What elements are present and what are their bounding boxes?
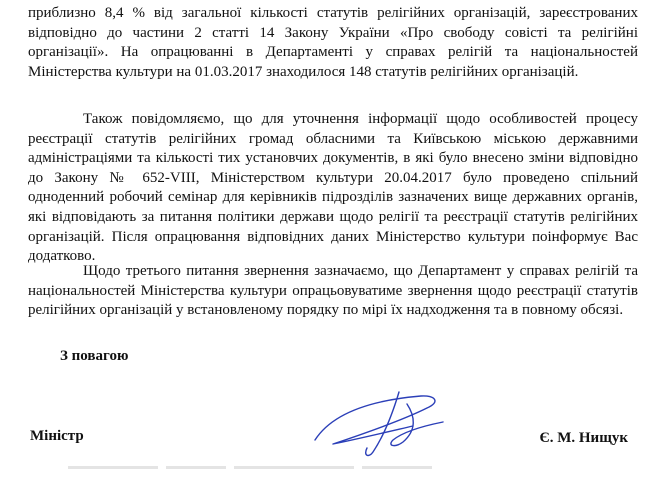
signatory-title: Міністр [30,428,84,444]
bleed-through-text [68,458,488,468]
letter-page [28,0,638,480]
handwritten-signature [303,382,453,462]
closing-salutation: З повагою [60,348,129,364]
paragraph-3: Щодо третього питання звернення зазначаємо, що Департамент у справах релігій та національностей Міністерства культури опрацьовуватиме звернення щодо реєстрації статутів релігійних організацій у встановленому порядку по мірі їх надходження та в повному обсязі. [28,263,638,319]
paragraph-1: приблизно 8,4 % від загальної кількості статутів релігійних організацій, зареєстрованих відповідно до частини 2 статті 14 Закону України «Про свободу совісті та релігійні організації». На опрацюванні в Департаменті у справах релігій та національностей Міністерства культури на 01.03.2017 знаходилося 148 статутів релігійних організацій. [28,5,638,80]
signatory-name: Є. М. Нищук [539,430,628,446]
paragraph-2: Також повідомляємо, що для уточнення інформації щодо особливостей процесу реєстрації статутів релігійних громад обласними та Київською міською державними адміністраціями та кількості тих установчих документів, в які було внесено зміни відповідно до Закону № 652-VIII, Міністерством культури 20.04.2017 було проведено спільний одноденний робочий семінар для керівників підрозділів зазначених вище державних органів, які відповідають за питання політики держави щодо релігії та реєстрації статутів релігійних організацій. Після опрацювання відповідних даних Міністерство культури поінформує Вас додатково. [28,111,638,265]
